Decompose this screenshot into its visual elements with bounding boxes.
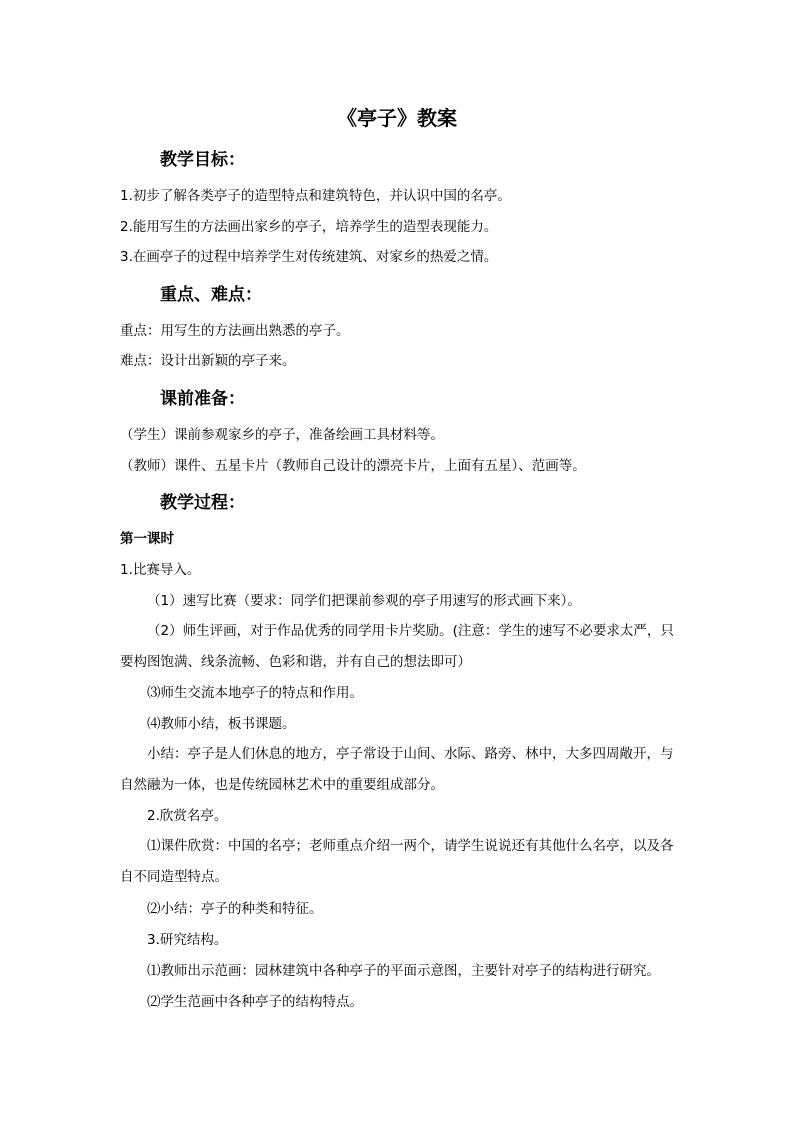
- key-points-heading: 重点、难点：: [160, 285, 262, 305]
- step-2-title: 2.欣赏名亭。: [147, 808, 228, 824]
- objective-item-3: 3.在画亭子的过程中培养学生对传统建筑、对家乡的热爱之情。: [120, 249, 498, 265]
- step-1-title: 1.比赛导入。: [120, 562, 201, 578]
- objective-item-2: 2.能用写生的方法画出家乡的亭子，培养学生的造型表现能力。: [120, 219, 498, 235]
- step-1-summary: 小结：亭子是人们休息的地方，亭子常设于山间、水际、路旁、林中，大多四周敞开，与自然融为一体，也是传统园林艺术中的重要组成部分。: [120, 746, 674, 793]
- preparation-heading: 课前准备：: [160, 389, 245, 409]
- step-3-item-1: ⑴教师出示范画：园林建筑中各种亭子的平面示意图，主要针对亭子的结构进行研究。: [147, 963, 660, 979]
- difficulty-item: 难点：设计出新颖的亭子来。: [120, 353, 296, 369]
- objective-item-1: 1.初步了解各类亭子的造型特点和建筑特色，并认识中国的名亭。: [120, 188, 511, 204]
- document-title: 《亭子》教案: [337, 106, 457, 130]
- lesson-label: 第一课时: [120, 531, 174, 547]
- step-1-item-3: ⑶师生交流本地亭子的特点和作用。: [147, 685, 363, 701]
- preparation-teacher: （教师）课件、五星卡片（教师自己设计的漂亮卡片，上面有五星）、范画等。: [120, 458, 586, 474]
- step-1-item-1: （1）速写比赛（要求：同学们把课前参观的亭子用速写的形式画下来）。: [147, 593, 581, 609]
- step-2-item-1: ⑴课件欣赏：中国的名亭；老师重点介绍一两个，请学生说说还有其他什么名亭，以及各自不同造型特点。: [120, 838, 674, 885]
- step-3-title: 3.研究结构。: [147, 932, 228, 948]
- step-1-item-4: ⑷教师小结，板书课题。: [147, 716, 296, 732]
- step-1-item-2: （2）师生评画，对于作品优秀的同学用卡片奖励。(注意：学生的速写不必要求太严，只要构图饱满、线条流畅、色彩和谐，并有自己的想法即可）: [120, 623, 674, 670]
- step-3-item-2: ⑵学生范画中各种亭子的结构特点。: [147, 994, 363, 1010]
- step-2-item-2: ⑵小结：亭子的种类和特征。: [147, 901, 323, 917]
- process-heading: 教学过程：: [160, 493, 245, 513]
- objectives-heading: 教学目标：: [160, 150, 245, 170]
- preparation-student: （学生）课前参观家乡的亭子，准备绘画工具材料等。: [120, 427, 444, 443]
- key-point-item: 重点：用写生的方法画出熟悉的亭子。: [120, 323, 350, 339]
